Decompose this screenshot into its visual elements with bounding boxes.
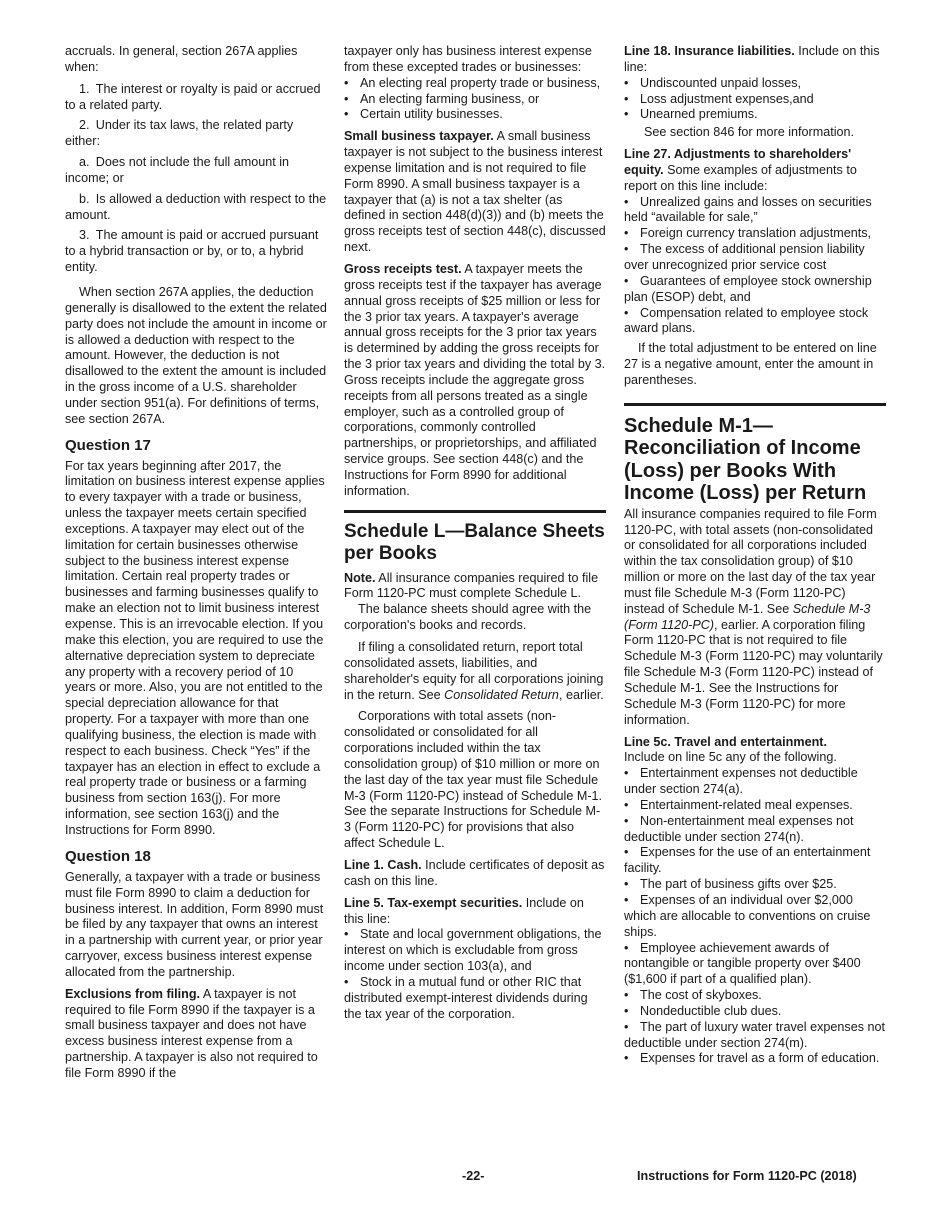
run-in-heading: Line 27. Adjustments to shareholders' equity. — [624, 147, 852, 177]
bullet-list — [624, 195, 886, 338]
list-item: • Nondeductible club dues. — [624, 1003, 782, 1018]
list-item: • Entertainment expenses not deductible under section 274(a). — [624, 766, 858, 797]
bullet-icon: • — [624, 1019, 629, 1034]
bullet-list — [344, 76, 606, 124]
bullet-icon: • — [624, 845, 629, 860]
bullet-icon: • — [344, 927, 349, 942]
run-in-heading: Line 1. Cash. — [344, 857, 422, 872]
paragraph: Gross receipts test. A taxpayer meets the gross receipts test if the taxpayer has average annual gross receipts of $25 million or less for the 3 prior tax years. A taxpayer's average annual gross receipts for the 3 prior tax years is determined by adding the gross receipts for the 3 prior tax years and dividing the total by 3. Gross receipts include the aggregate gross receipts from all persons treated as a single employer, such as a controlled group of corporations, commonly controlled partnerships, or proprietorships, and affiliated service groups. See section 448(c) and the Instructions for Form 8990 for additional information. — [344, 261, 606, 498]
run-in-heading: Exclusions from filing. — [65, 986, 201, 1001]
paragraph: Small business taxpayer. A small business taxpayer is not subject to the business interest expense limitation and is not required to file Form 8990. A small business taxpayer is a taxpayer that (a) is not a tax shelter (as defined in section 448(d)(3)) and (b) meets the gross receipts test of section 448(c), discussed next. — [344, 129, 606, 255]
bullet-list — [624, 766, 886, 1067]
bullet-icon: • — [624, 273, 629, 288]
bullet-icon: • — [624, 242, 629, 257]
list-item: • An electing farming business, or — [344, 91, 540, 106]
bullet-icon: • — [624, 1003, 629, 1018]
list-item: • Certain utility businesses. — [344, 107, 503, 122]
lettered-item: b. Is allowed a deduction with respect to the amount. — [65, 191, 327, 222]
bullet-icon: • — [344, 974, 349, 989]
list-item: • Expenses for the use of an entertainment facility. — [624, 845, 871, 876]
list-item: • Loss adjustment expenses,and — [624, 91, 814, 106]
paragraph: Note. All insurance companies required to file Form 1120-PC must complete Schedule L. — [344, 570, 599, 601]
bullet-icon: • — [624, 305, 629, 320]
paragraph: Line 27. Adjustments to shareholders' equity. Some examples of adjustments to report on this line include: — [624, 147, 857, 193]
run-in-heading: Line 18. Insurance liabilities. — [624, 44, 795, 58]
list-item: • Foreign currency translation adjustments, — [624, 226, 871, 241]
list-item: • An electing real property trade or business, — [344, 75, 601, 90]
bullet-icon: • — [344, 91, 349, 106]
bullet-icon: • — [624, 91, 629, 106]
list-item: • The part of business gifts over $25. — [624, 877, 837, 892]
paragraph: If the total adjustment to be entered on line 27 is a negative amount, enter the amount in parentheses. — [624, 341, 877, 387]
paragraph: Corporations with total assets (non-consolidated or consolidated for all corporations included within the tax consolidation group) of $10 million or more on the last day of the tax year must file Schedule M-3 (Form 1120-PC) instead of Schedule M-1. See the separate Instructions for Schedule M-3 (Form 1120-PC) for provisions that also affect Schedule L. — [344, 709, 603, 851]
list-item: • Expenses of an individual over $2,000 which are allocable to conventions on cruise ships. — [624, 892, 871, 939]
run-in-heading: Line 5c. Travel and entertainment. — [624, 734, 827, 749]
paragraph: When section 267A applies, the deduction generally is disallowed to the extent the related party does not include the amount in income or is allowed a deduction with respect to the amount. However, the deduction is not disallowed to the extent the amount is included in the gross income of a U.S. shareholder under section 951(a). For definitions of terms, see section 267A. — [65, 284, 327, 426]
paragraph: The balance sheets should agree with the corporation's books and records. — [344, 602, 592, 633]
paragraph: See section 846 for more information. — [644, 125, 855, 140]
bullet-icon: • — [624, 797, 629, 812]
paragraph: Line 18. Insurance liabilities. Include on this line: — [624, 44, 880, 74]
run-in-heading: Small business taxpayer. — [344, 129, 494, 144]
paragraph-text: A taxpayer is not required to file Form 8990 if the taxpayer is a small business taxpayer and does not have excess business interest expense from a partnership. A taxpayer is also not required to file Form 8990 if the — [65, 986, 318, 1080]
section-rule — [624, 403, 886, 406]
list-item: • Unearned premiums. — [624, 107, 758, 122]
section-rule — [344, 510, 606, 513]
list-item: • State and local government obligations, the interest on which is excludable from gross income under section 103(a), and — [344, 927, 602, 974]
list-item: • The part of luxury water travel expenses not deductible under section 274(m). — [624, 1019, 886, 1050]
numbered-item: 2. Under its tax laws, the related party either: — [65, 118, 294, 149]
schedule-m1-heading: Schedule M-1—Reconciliation of Income (Loss) per Books With Income (Loss) per Return — [624, 414, 867, 505]
run-in-heading: Note. — [344, 570, 376, 585]
bullet-icon: • — [624, 940, 629, 955]
list-item: • Stock in a mutual fund or other RIC that distributed exempt-interest dividends during the tax year of the corporation. — [344, 974, 588, 1021]
paragraph — [65, 987, 327, 1082]
lettered-item: a. Does not include the full amount in income; or — [65, 155, 290, 185]
numbered-item: 1. The interest or royalty is paid or accrued to a related party. — [65, 81, 321, 112]
bullet-icon: • — [624, 226, 629, 241]
list-item: • Undiscounted unpaid losses, — [624, 75, 802, 90]
list-item: • Compensation related to employee stock award plans. — [624, 305, 869, 336]
paragraph: All insurance companies required to file Form 1120-PC, with total assets (non-consolidated or consolidated for all corporations included within the tax consolidation group) of $10 million or more on the last day of the tax year must file Schedule M-3 (Form 1120-PC) instead of Schedule M-1. See Schedule M-3 (Form 1120-PC), earlier. A corporation filing Form 1120-PC that is not required to file Schedule M-3 (Form 1120-PC) may voluntarily file Schedule M-3 (Form 1120-PC) instead of Schedule M-1. See the Instructions for Schedule M-3 (Form 1120-PC) for more information. — [624, 506, 883, 727]
question-17-heading: Question 17 — [65, 436, 151, 454]
list-item: • Unrealized gains and losses on securities held “available for sale,” — [624, 194, 872, 225]
bullet-icon: • — [624, 194, 629, 209]
paragraph: taxpayer only has business interest expense from these excepted trades or businesses: — [344, 44, 592, 74]
list-item: • Non-entertainment meal expenses not deductible under section 274(n). — [624, 813, 854, 844]
list-item: • Entertainment-related meal expenses. — [624, 797, 853, 812]
list-item: • Expenses for travel as a form of education. — [624, 1051, 880, 1066]
column-right — [624, 44, 886, 1067]
paragraph: accruals. In general, section 267A applies when: — [65, 44, 298, 74]
bullet-icon: • — [624, 877, 629, 892]
list-item: • Guarantees of employee stock ownership plan (ESOP) debt, and — [624, 273, 872, 304]
bullet-icon: • — [624, 1051, 629, 1066]
bullet-icon: • — [624, 988, 629, 1003]
bullet-list — [344, 927, 606, 1022]
footer-title: Instructions for Form 1120-PC (2018) — [637, 1169, 857, 1183]
run-in-heading: Gross receipts test. — [344, 261, 462, 276]
bullet-icon: • — [624, 766, 629, 781]
paragraph: Line 5. Tax-exempt securities. Include on this line: — [344, 895, 584, 926]
question-18-heading: Question 18 — [65, 847, 151, 865]
paragraph: Generally, a taxpayer with a trade or business must file Form 8990 to claim a deduction for business interest. In addition, Form 8990 must be filed by any taxpayer that owns an interest in a partnership with current year, or prior year carryover, excess business interest expense allocated from the partnership. — [65, 869, 324, 979]
paragraph: Include on line 5c any of the following. — [624, 750, 837, 765]
bullet-list — [624, 76, 886, 124]
paragraph: If filing a consolidated return, report total consolidated assets, liabilities, and shareholder's equity for all corporations joining in the return. See Consolidated Return, earlier. — [344, 640, 604, 702]
paragraph: Line 1. Cash. Include certificates of deposit as cash on this line. — [344, 857, 605, 888]
schedule-l-heading: Schedule L—Balance Sheets per Books — [344, 520, 605, 564]
paragraph: For tax years beginning after 2017, the limitation on business interest expense applies to every taxpayer with a trade or business, unless the taxpayer meets certain specified exceptions. A taxpayer may elect out of the limitation for certain businesses otherwise subject to the business interest expense limitation. Certain real property trades or businesses and farming businesses qualify to make an election not to limit business interest expense. This is an irrevocable election. If you make this election, you are required to use the alternative depreciation system to depreciate any property with a recovery period of 10 years or more. Also, you are not entitled to the special depreciation allowance for that property. For a taxpayer with more than one qualifying business, the election is made with respect to each business. Check “Yes” if the taxpayer has an election in effect to exclude a real property trade or business or a farming business from section 163(j). For more information, see section 163(j) and the Instructions for Form 8990. — [65, 458, 325, 837]
bullet-icon: • — [624, 892, 629, 907]
numbered-item: 3. The amount is paid or accrued pursuant to a hybrid transaction or by, or to, a hybrid entity. — [65, 228, 319, 275]
list-item: • The cost of skyboxes. — [624, 988, 762, 1003]
column-left — [65, 44, 327, 1088]
bullet-icon: • — [344, 107, 349, 122]
column-middle — [344, 44, 606, 1022]
bullet-icon: • — [624, 107, 629, 122]
run-in-heading: Line 5. Tax-exempt securities. — [344, 895, 523, 910]
list-item: • Employee achievement awards of nontangible or tangible property over $400 ($1,600 if part of a qualified plan). — [624, 940, 861, 987]
bullet-icon: • — [624, 813, 629, 828]
list-item: • The excess of additional pension liability over unrecognized prior service cost — [624, 242, 865, 272]
bullet-icon: • — [624, 75, 629, 90]
page-number: -22- — [462, 1169, 485, 1183]
bullet-icon: • — [344, 75, 349, 90]
